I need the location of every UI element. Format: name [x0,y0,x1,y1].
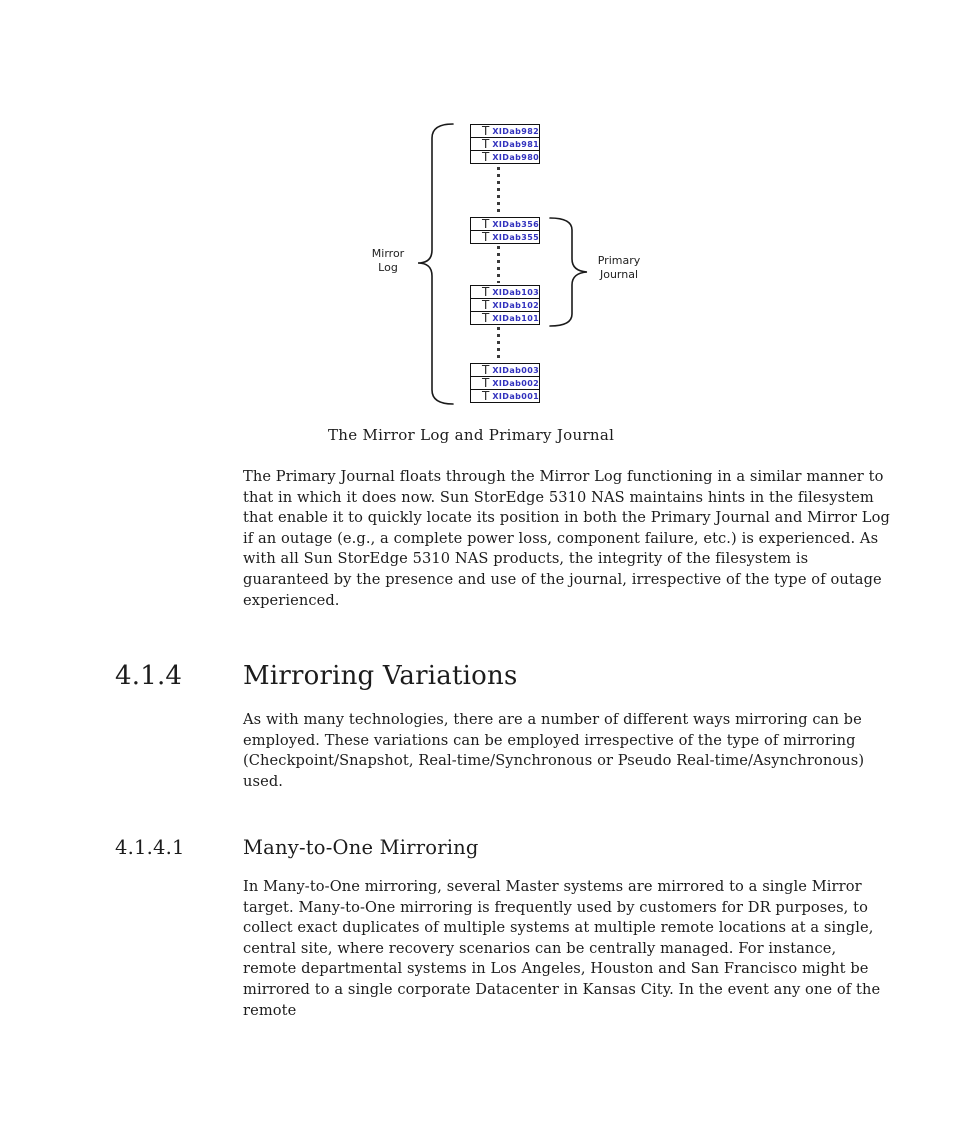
transaction-box [470,137,540,151]
transaction-id: XIDab981 [492,139,540,149]
right-brace-icon [545,212,593,332]
dotted-connector [497,327,500,361]
section-number: 4.1.4 [115,661,183,691]
transaction-id: XIDab356 [492,219,540,229]
transaction-group-lower-middle [470,285,540,325]
transaction-id: XIDab003 [492,365,540,375]
transaction-prefix: T [482,376,490,390]
transaction-box [470,389,540,403]
transaction-box [470,150,540,164]
transaction-prefix: T [482,311,490,325]
transaction-prefix: T [482,298,490,312]
transaction-box [470,124,540,138]
many-to-one-paragraph: In Many-to-One mirroring, several Master systems are mirrored to a single Mirror target. Many-to-One mirroring is frequently used by customers for DR purposes, to collect exact duplicates of multiple systems at multiple remote locations at a single, central site, where recovery scenarios can be centrally managed. For instance, remote departmental systems in Los Angeles, Houston and San Francisco might be mirrored to a single corporate Datacenter in Kansas City. In the event any one of the remote [243,878,881,1019]
transaction-prefix: T [482,150,490,164]
transaction-id: XIDab982 [492,126,540,136]
transaction-box [470,363,540,377]
transaction-box [470,285,540,299]
mirror-log-label-line2: Log [378,261,398,274]
transaction-id: XIDab102 [492,300,540,310]
transaction-group-upper-middle [470,217,540,244]
transaction-box [470,217,540,231]
transaction-prefix: T [482,389,490,403]
mirroring-variations-paragraph: As with many technologies, there are a number of different ways mirroring can be employed. These variations can be employed irrespective of the type of mirroring (Checkpoint/Snapshot, Real-time/Synchronous or Pseudo Real-time/Asynchronous) used. [243,711,865,790]
transaction-prefix: T [482,217,490,231]
transaction-id: XIDab103 [492,287,540,297]
transaction-box [470,311,540,325]
transaction-prefix: T [482,137,490,151]
transaction-prefix: T [482,230,490,244]
left-brace-icon [415,118,459,410]
section-title: Mirroring Variations [243,661,518,691]
transaction-prefix: T [482,124,490,138]
transaction-id: XIDab101 [492,313,540,323]
mirror-log-label-line1: Mirror [371,247,405,260]
dotted-connector [497,246,500,283]
transaction-id: XIDab001 [492,391,540,401]
section-number: 4.1.4.1 [115,836,185,859]
transaction-group-top [470,124,540,164]
intro-paragraph: The Primary Journal floats through the Mirror Log functioning in a similar manner to that in which it does now. Sun StorEdge 5310 NAS maintains hints in the filesystem that enable it to quickly locate its position in both the Primary Journal and Mirror Log if an outage (e.g., a complete power loss, component failure, etc.) is experienced. As with all Sun StorEdge 5310 NAS products, the integrity of the filesystem is guaranteed by the presence and use of the journal, irrespective of the type of outage experienced. [243,468,890,609]
transaction-id: XIDab355 [492,232,540,242]
transaction-id: XIDab002 [492,378,540,388]
transaction-box [470,298,540,312]
transaction-box [470,230,540,244]
section-title: Many-to-One Mirroring [243,836,479,859]
transaction-box [470,376,540,390]
primary-journal-label [588,254,650,282]
dotted-connector [497,167,500,215]
mirror-log-label [357,247,419,275]
transaction-prefix: T [482,363,490,377]
transaction-group-bottom [470,363,540,403]
transaction-prefix: T [482,285,490,299]
primary-journal-label-line2: Journal [599,268,639,281]
transaction-id: XIDab980 [492,152,540,162]
primary-journal-label-line1: Primary [597,254,641,267]
figure-caption: The Mirror Log and Primary Journal [328,426,615,444]
